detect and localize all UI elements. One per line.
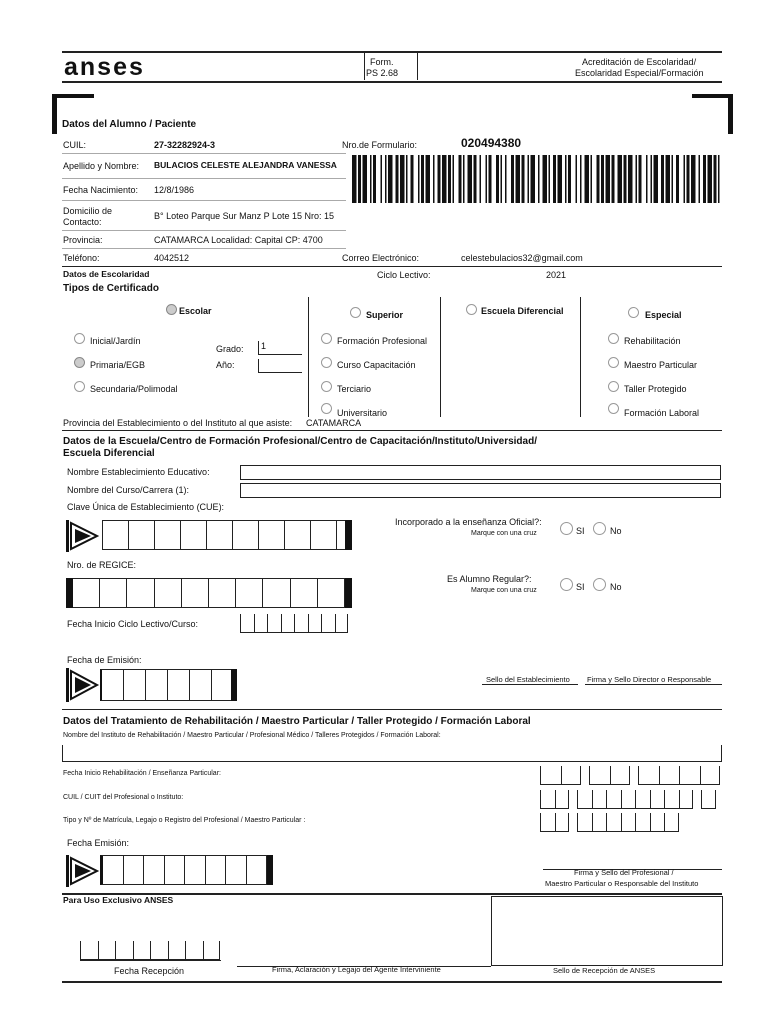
cell[interactable] — [155, 579, 182, 607]
curso-field[interactable] — [240, 483, 721, 498]
recepcion-field[interactable] — [80, 941, 220, 960]
digit-cell[interactable] — [621, 790, 636, 809]
rehab-cuil-field[interactable] — [540, 790, 716, 809]
marque-1: Marque con una cruz — [471, 530, 537, 537]
form-label: Form. — [370, 57, 394, 67]
cell[interactable] — [103, 856, 124, 884]
corner-mark-right-v — [728, 94, 733, 134]
digit-cell[interactable] — [659, 766, 680, 785]
digit-cell[interactable] — [664, 813, 679, 832]
header-divider-2 — [417, 53, 418, 80]
regice-end-bar — [345, 578, 352, 608]
row-rule — [62, 178, 346, 179]
formacion-prof-label: Formación Profesional — [337, 336, 428, 346]
rehab-title: Datos del Tratamiento de Rehabilitación / Maestro Particular / Taller Protegido / Formación Laboral — [63, 716, 531, 727]
cell[interactable] — [146, 670, 168, 700]
digit-cell[interactable] — [555, 790, 570, 809]
prov-est-label: Provincia del Establecimiento o del Instituto al que asiste: — [63, 418, 293, 428]
digit-cell[interactable] — [679, 790, 694, 809]
provincia-value: CATAMARCA Localidad: Capital CP: 4700 — [154, 235, 323, 245]
cell[interactable] — [155, 521, 181, 549]
marque-2: Marque con una cruz — [471, 587, 537, 594]
digit-cell[interactable] — [621, 813, 636, 832]
cell[interactable] — [182, 579, 209, 607]
formacion-lab-label: Formación Laboral — [624, 408, 700, 418]
domicilio-label-2: Contacto: — [63, 217, 102, 227]
anio-field[interactable] — [258, 359, 302, 373]
digit-cell[interactable] — [589, 766, 610, 785]
nombre-est-label: Nombre Establecimiento Educativo: — [67, 467, 210, 477]
rehabilitacion-label: Rehabilitación — [624, 336, 681, 346]
terciario-label: Terciario — [337, 384, 372, 394]
col-divider — [308, 297, 309, 417]
escolaridad-title: Datos de Escolaridad — [63, 269, 150, 279]
anses-logo: anses — [64, 53, 145, 81]
digit-cell[interactable] — [561, 766, 582, 785]
section-rule — [62, 430, 722, 431]
cuil-label: CUIL: — [63, 140, 87, 150]
rehab-nombre-label: Nombre del Instituto de Rehabilitación / Maestro Particular / Profesional Médico / Talleres Protegidos / Formación Laboral: — [63, 732, 441, 739]
cell[interactable] — [168, 670, 190, 700]
footer-rule — [62, 981, 722, 983]
digit-cell[interactable] — [80, 941, 98, 960]
nombre-est-field[interactable] — [240, 465, 721, 480]
cell[interactable] — [124, 856, 145, 884]
cell[interactable] — [236, 579, 263, 607]
digit-cell[interactable] — [294, 614, 308, 633]
regice-cells[interactable] — [73, 578, 352, 608]
sello-anses-label: Sello de Recepción de ANSES — [553, 966, 656, 975]
digit-cell[interactable] — [254, 614, 268, 633]
cell[interactable] — [259, 521, 285, 549]
cell[interactable] — [311, 521, 337, 549]
digit-cell[interactable] — [638, 766, 659, 785]
digit-cell[interactable] — [606, 790, 621, 809]
digit-cell[interactable] — [555, 813, 570, 832]
maestro-label: Maestro Particular — [624, 360, 698, 370]
section-rule — [62, 709, 722, 710]
gap — [693, 790, 701, 809]
rehab-matricula-label: Tipo y Nº de Matrícula, Legajo o Registro del Profesional / Maestro Particular : — [63, 817, 306, 824]
tipos-title: Tipos de Certificado — [63, 283, 159, 294]
digit-cell[interactable] — [635, 790, 650, 809]
barcode — [352, 155, 724, 203]
emision-cells[interactable] — [100, 669, 237, 701]
rehab-emision-arrow-icon — [66, 855, 100, 887]
incorporado-si-radio[interactable] — [560, 522, 573, 535]
digit-cell[interactable] — [335, 614, 349, 633]
cell[interactable] — [127, 579, 154, 607]
digit-cell[interactable] — [540, 790, 555, 809]
digit-cell[interactable] — [240, 614, 254, 633]
email-value: celestebulacios32@gmail.com — [461, 253, 583, 263]
rehab-emision-end-bar — [267, 855, 273, 885]
cell[interactable] — [102, 670, 124, 700]
firma-dir-label: Firma y Sello Director o Responsable — [587, 675, 712, 684]
regice-label: Nro. de REGICE: — [67, 560, 137, 570]
digit-cell[interactable] — [701, 790, 716, 809]
emision-label: Fecha de Emisión: — [67, 655, 142, 665]
cell[interactable] — [129, 521, 155, 549]
row-rule — [62, 153, 346, 154]
fecha-nac-value: 12/8/1986 — [154, 185, 195, 195]
grado-label: Grado: — [216, 344, 244, 354]
digit-cell[interactable] — [150, 941, 168, 960]
cell[interactable] — [285, 521, 311, 549]
col-divider — [440, 297, 441, 417]
especial-radio[interactable] — [628, 307, 639, 318]
digit-cell[interactable] — [592, 790, 607, 809]
inicial-label: Inicial/Jardín — [90, 336, 141, 346]
digit-cell[interactable] — [679, 766, 700, 785]
col-divider — [580, 297, 581, 417]
digit-cell[interactable] — [168, 941, 186, 960]
grado-value: 1 — [261, 341, 267, 351]
digit-cell[interactable] — [540, 813, 555, 832]
curso-cap-radio[interactable] — [321, 357, 332, 368]
form-nro-label: Nro.de Formulario: — [342, 140, 418, 150]
cell[interactable] — [185, 856, 206, 884]
cell[interactable] — [247, 856, 268, 884]
section-rule — [62, 266, 722, 267]
regular-label: Es Alumno Regular?: — [447, 574, 532, 584]
cell[interactable] — [263, 579, 290, 607]
incorporado-no-radio[interactable] — [593, 522, 606, 535]
rehab-emision-cells[interactable] — [100, 855, 273, 885]
rehab-matricula-field[interactable] — [540, 813, 679, 832]
diferencial-radio[interactable] — [466, 304, 477, 315]
regular-no-radio[interactable] — [593, 578, 606, 591]
prov-est-value: CATAMARCA — [306, 418, 362, 428]
cell[interactable] — [124, 670, 146, 700]
digit-cell[interactable] — [267, 614, 281, 633]
terciario-radio[interactable] — [321, 381, 332, 392]
doc-title-1: Acreditación de Escolaridad/ — [582, 57, 697, 67]
doc-title-2: Escolaridad Especial/Formación — [575, 68, 704, 78]
digit-cell[interactable] — [592, 813, 607, 832]
corner-mark-left — [52, 94, 94, 98]
regice-start-bar — [66, 578, 73, 608]
emision-end-bar — [231, 669, 237, 701]
digit-cell[interactable] — [610, 766, 631, 785]
digit-cell[interactable] — [185, 941, 203, 960]
sello-est-label: Sello del Establecimiento — [486, 675, 570, 684]
firma-prof-2: Maestro Particular o Responsable del Instituto — [545, 879, 699, 888]
digit-cell[interactable] — [98, 941, 116, 960]
formacion-prof-radio[interactable] — [321, 333, 332, 344]
cell[interactable] — [291, 579, 318, 607]
formacion-lab-radio[interactable] — [608, 403, 619, 414]
inicio-ciclo-label: Fecha Inicio Ciclo Lectivo/Curso: — [67, 619, 199, 629]
digit-cell[interactable] — [700, 766, 721, 785]
cue-label: Clave Única de Establecimiento (CUE): — [67, 502, 225, 512]
gap — [581, 766, 589, 785]
cue-arrow-icon — [66, 520, 100, 552]
anio-label: Año: — [216, 360, 235, 370]
nombre-value: BULACIOS CELESTE ALEJANDRA VANESSA — [154, 160, 337, 170]
rehab-nombre-field[interactable] — [62, 745, 722, 762]
gap — [630, 766, 638, 785]
cell[interactable] — [144, 856, 165, 884]
grado-field[interactable] — [258, 341, 302, 355]
rehabilitacion-radio[interactable] — [608, 333, 619, 344]
incorporado-si-label: SI — [576, 526, 585, 536]
inicial-radio[interactable] — [74, 333, 85, 344]
digit-cell[interactable] — [577, 813, 592, 832]
rehab-inicio-label: Fecha Inicio Rehabilitación / Enseñanza Particular: — [63, 770, 221, 777]
escuela-title-2: Escuela Diferencial — [63, 448, 155, 459]
cell[interactable] — [318, 579, 345, 607]
diferencial-label: Escuela Diferencial — [481, 306, 564, 316]
primaria-label: Primaria/EGB — [90, 360, 146, 370]
regular-si-radio[interactable] — [560, 578, 573, 591]
especial-label: Especial — [645, 310, 682, 320]
incorporado-no-label: No — [610, 526, 622, 536]
universitario-radio[interactable] — [321, 403, 332, 414]
cell[interactable] — [181, 521, 207, 549]
cuil-value: 27-32282924-3 — [154, 140, 216, 150]
curso-cap-label: Curso Capacitación — [337, 360, 416, 370]
row-rule — [62, 230, 346, 231]
digit-cell[interactable] — [321, 614, 335, 633]
incorporado-label: Incorporado a la enseñanza Oficial?: — [395, 517, 542, 527]
corner-mark-right — [692, 94, 733, 98]
header-divider-1 — [364, 53, 365, 80]
digit-cell[interactable] — [606, 813, 621, 832]
superior-label: Superior — [366, 310, 404, 320]
digit-cell[interactable] — [115, 941, 133, 960]
form-code: PS 2.68 — [366, 68, 399, 78]
escuela-title-1: Datos de la Escuela/Centro de Formación Profesional/Centro de Capacitación/Instituto/Universidad/ — [63, 436, 537, 447]
header-top-rule — [62, 51, 722, 53]
taller-radio[interactable] — [608, 381, 619, 392]
gap — [569, 813, 577, 832]
header-bottom-rule — [62, 81, 722, 83]
cell[interactable] — [226, 856, 247, 884]
digit-cell[interactable] — [635, 813, 650, 832]
escolar-radio[interactable] — [166, 304, 177, 315]
corner-mark-left-v — [52, 94, 57, 134]
digit-cell[interactable] — [203, 941, 221, 960]
escolar-label: Escolar — [179, 306, 212, 316]
digit-cell[interactable] — [664, 790, 679, 809]
cell[interactable] — [207, 521, 233, 549]
recepcion-label: Fecha Recepción — [114, 966, 185, 976]
ciclo-label: Ciclo Lectivo: — [377, 270, 431, 280]
email-label: Correo Electrónico: — [342, 253, 420, 263]
cell[interactable] — [165, 856, 186, 884]
sello-recepcion-box — [491, 896, 723, 966]
digit-cell[interactable] — [650, 790, 665, 809]
secundaria-radio[interactable] — [74, 381, 85, 392]
regular-si-label: SI — [576, 582, 585, 592]
regular-no-label: No — [610, 582, 622, 592]
emision-arrow-icon — [66, 668, 100, 702]
cue-cells[interactable] — [102, 520, 352, 550]
cell[interactable] — [233, 521, 259, 549]
cell[interactable] — [209, 579, 236, 607]
curso-label: Nombre del Curso/Carrera (1): — [67, 485, 190, 495]
taller-label: Taller Protegido — [624, 384, 687, 394]
rehab-emision-label: Fecha Emisión: — [67, 838, 130, 848]
row-rule — [62, 248, 346, 249]
fecha-nac-label: Fecha Nacimiento: — [63, 185, 139, 195]
cell[interactable] — [206, 856, 227, 884]
rehab-cuil-label: CUIL / CUIT del Profesional o Instituto: — [63, 794, 184, 801]
primaria-radio[interactable] — [74, 357, 85, 368]
digit-cell[interactable] — [308, 614, 322, 633]
domicilio-value: B° Loteo Parque Sur Manz P Lote 15 Nro: 15 — [154, 211, 335, 221]
ciclo-value: 2021 — [546, 270, 567, 280]
digit-cell[interactable] — [281, 614, 295, 633]
alumno-title: Datos del Alumno / Paciente — [62, 119, 197, 130]
telefono-label: Teléfono: — [63, 253, 100, 263]
digit-cell[interactable] — [650, 813, 665, 832]
universitario-label: Universitario — [337, 408, 388, 418]
row-rule — [62, 200, 346, 201]
cell[interactable] — [100, 579, 127, 607]
cell[interactable] — [103, 521, 129, 549]
digit-cell[interactable] — [540, 766, 561, 785]
inicio-ciclo-field[interactable] — [240, 614, 348, 633]
cell[interactable] — [190, 670, 212, 700]
secundaria-label: Secundaria/Polimodal — [90, 384, 178, 394]
recepcion-line — [80, 960, 221, 961]
anses-use-title: Para Uso Exclusivo ANSES — [63, 895, 174, 905]
maestro-radio[interactable] — [608, 357, 619, 368]
superior-radio[interactable] — [350, 307, 361, 318]
provincia-label: Provincia: — [63, 235, 103, 245]
digit-cell[interactable] — [577, 790, 592, 809]
digit-cell[interactable] — [133, 941, 151, 960]
cell[interactable] — [73, 579, 100, 607]
domicilio-label-1: Domicilio de — [63, 206, 113, 216]
nombre-label: Apellido y Nombre: — [63, 161, 140, 171]
firma-prof-1: Firma y Sello del Profesional / — [574, 868, 674, 877]
telefono-value: 4042512 — [154, 253, 190, 263]
cue-end-bar — [345, 520, 352, 550]
firma-agente-label: Firma, Aclaración y Legajo del Agente Interviniente — [272, 965, 441, 974]
form-nro-value: 020494380 — [461, 136, 522, 150]
rehab-inicio-field[interactable] — [540, 766, 720, 785]
gap — [569, 790, 577, 809]
